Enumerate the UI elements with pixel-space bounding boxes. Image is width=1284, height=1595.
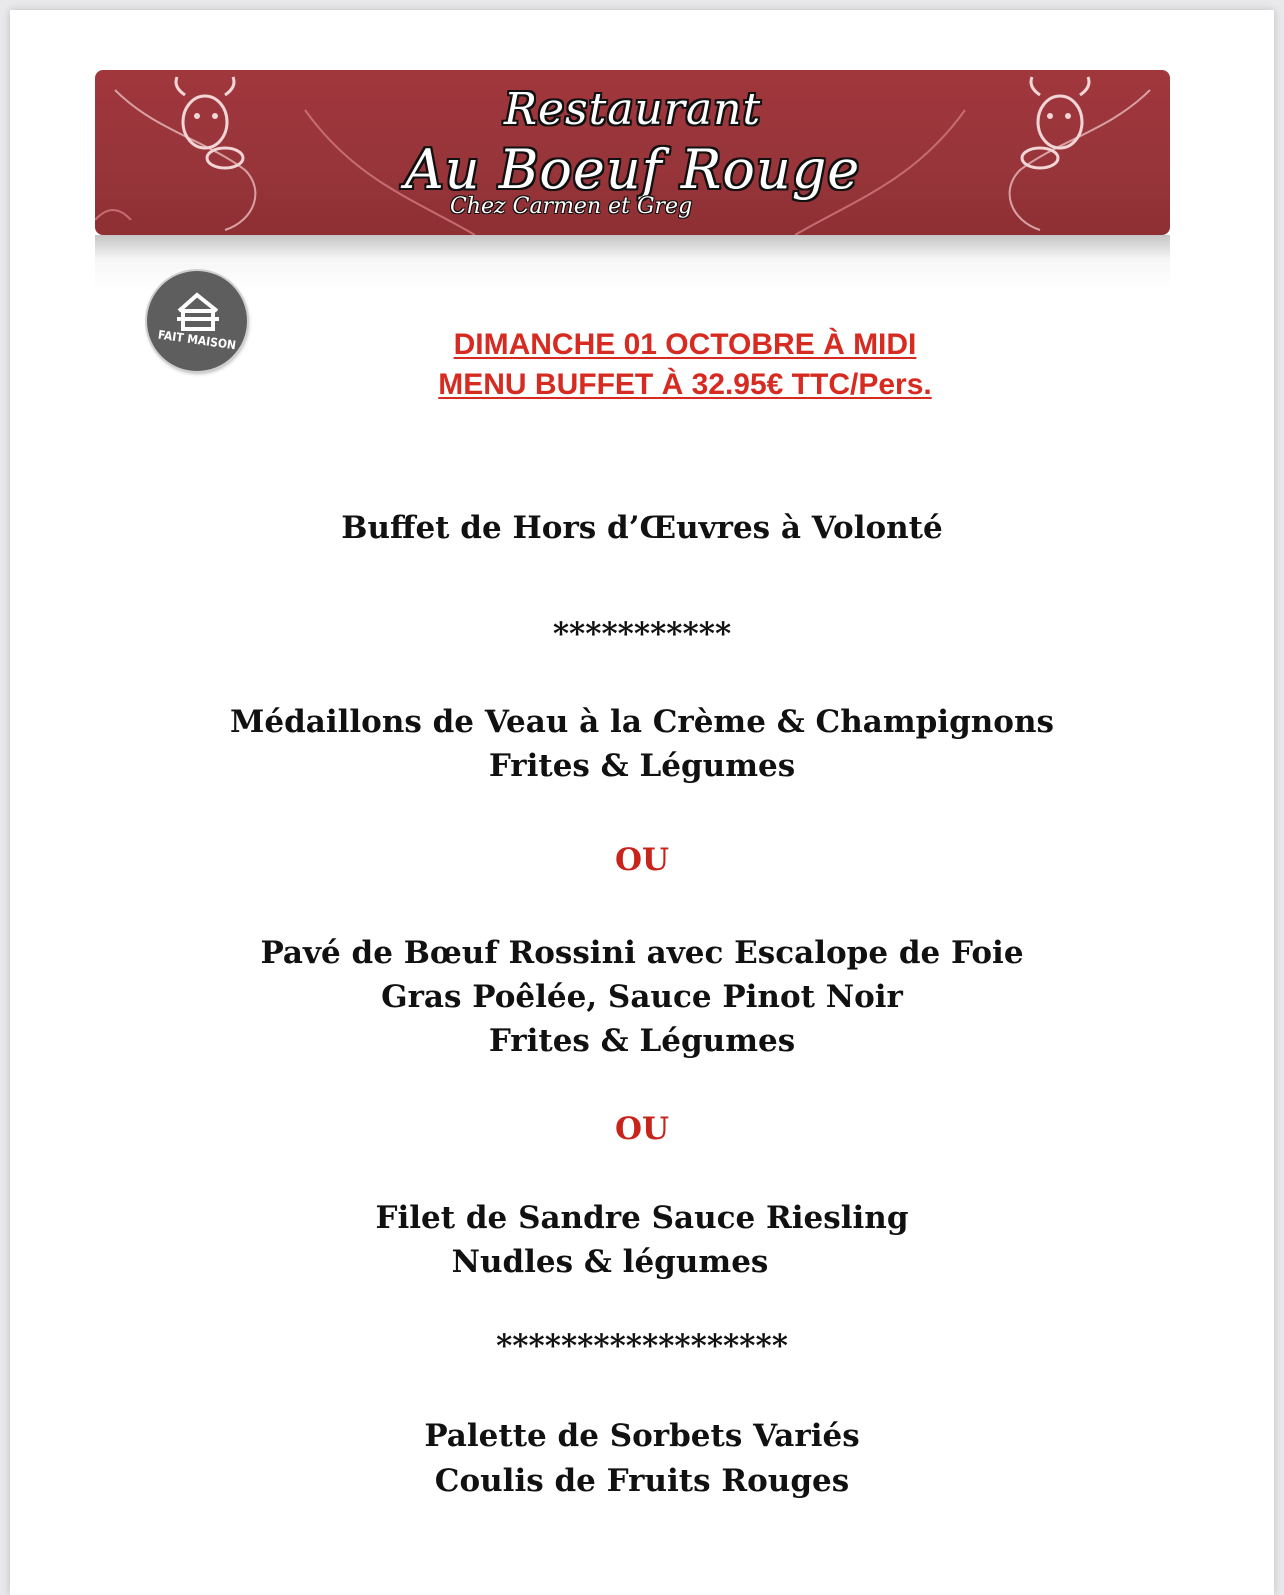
main2-line-1: Pavé de Bœuf Rossini avec Escalope de Foie <box>260 935 1024 971</box>
badge-label: FAIT MAISON <box>157 327 237 353</box>
separator-1: *********** <box>552 616 732 652</box>
menu-page <box>10 10 1274 1595</box>
restaurant-banner <box>95 70 1170 235</box>
menu-price: MENU BUFFET À 32.95€ TTC/Pers. <box>438 368 932 401</box>
menu-date: DIMANCHE 01 OCTOBRE À MIDI <box>453 328 917 361</box>
banner-reflection <box>95 235 1170 290</box>
banner-title-name: Au Boeuf Rouge <box>404 138 861 201</box>
main2-line-2: Gras Poêlée, Sauce Pinot Noir <box>381 979 903 1015</box>
banner-subtitle: Chez Carmen et Greg <box>450 194 693 219</box>
main2-line-3: Frites & Légumes <box>488 1023 796 1059</box>
house-icon <box>147 271 247 371</box>
fait-maison-badge <box>147 271 247 371</box>
dessert-line-2: Coulis de Fruits Rouges <box>434 1463 850 1499</box>
main3-line-2: Nudles & légumes <box>451 1244 769 1280</box>
dessert-line-1: Palette de Sorbets Variés <box>424 1418 860 1454</box>
or-separator-2: OU <box>614 1111 670 1147</box>
main1-line-1: Médaillons de Veau à la Crème & Champignons <box>230 704 1054 740</box>
banner-title-restaurant: Restaurant <box>503 84 762 135</box>
starter-line: Buffet de Hors d’Œuvres à Volonté <box>341 510 943 546</box>
separator-2: ****************** <box>496 1328 788 1364</box>
or-separator-1: OU <box>614 842 670 878</box>
main1-line-2: Frites & Légumes <box>488 748 796 784</box>
main3-line-1: Filet de Sandre Sauce Riesling <box>375 1200 909 1236</box>
